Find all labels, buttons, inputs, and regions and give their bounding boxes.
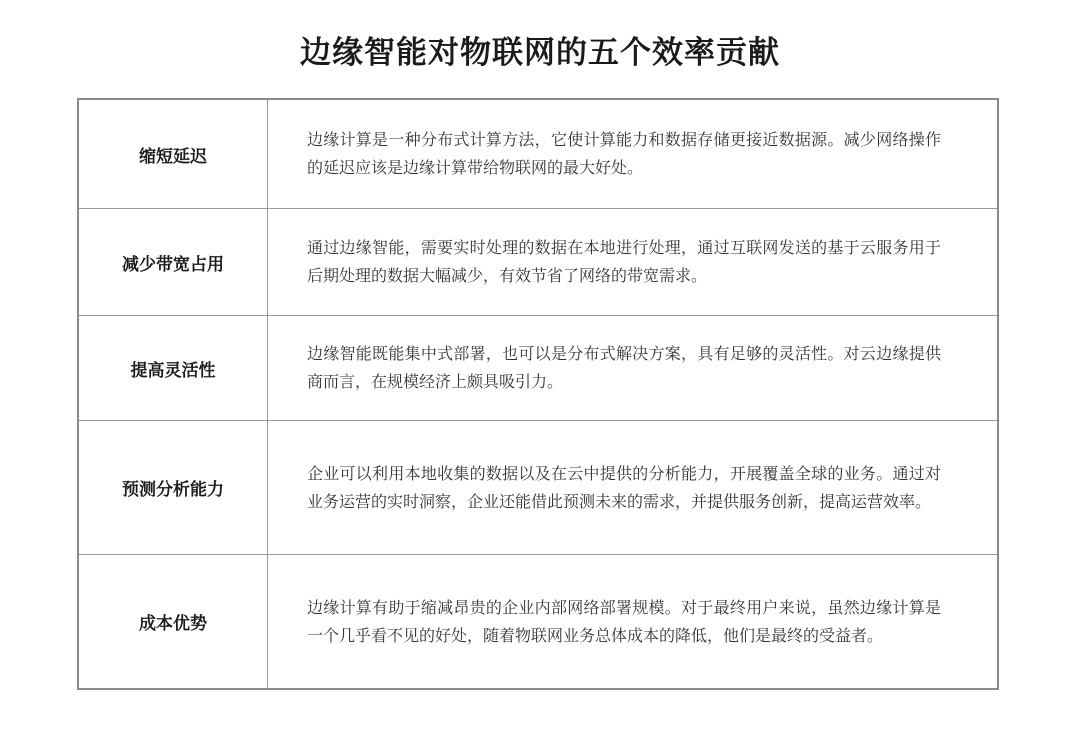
row-description: 边缘智能既能集中式部署，也可以是分布式解决方案，具有足够的灵活性。对云边缘提供商而言，在规模经济上颇具吸引力。	[307, 344, 941, 391]
row-description: 边缘计算是一种分布式计算方法，它使计算能力和数据存储更接近数据源。减少网络操作的延迟应该是边缘计算带给物联网的最大好处。	[307, 130, 941, 177]
row-description: 边缘计算有助于缩减昂贵的企业内部网络部署规模。对于最终用户来说，虽然边缘计算是一个几乎看不见的好处，随着物联网业务总体成本的降低，他们是最终的受益者。	[307, 597, 941, 645]
row-label: 成本优势	[79, 555, 268, 688]
table-row-bandwidth	[79, 208, 997, 315]
table-row-predictive-analytics	[79, 420, 997, 554]
table-row-flexibility	[79, 315, 997, 420]
row-description: 通过边缘智能，需要实时处理的数据在本地进行处理，通过互联网发送的基于云服务用于后期处理的数据大幅减少，有效节省了网络的带宽需求。	[307, 238, 941, 285]
row-description: 企业可以利用本地收集的数据以及在云中提供的分析能力，开展覆盖全球的业务。通过对业务运营的实时洞察，企业还能借此预测未来的需求，并提供服务创新，提高运营效率。	[307, 463, 941, 511]
page-title: 边缘智能对物联网的五个效率贡献	[300, 35, 780, 71]
row-label: 提高灵活性	[79, 316, 268, 420]
efficiency-table	[77, 98, 999, 690]
row-label: 缩短延迟	[79, 100, 268, 208]
table-row-cost-advantage	[79, 554, 997, 688]
table-row-latency	[79, 100, 997, 208]
row-label: 预测分析能力	[79, 421, 268, 554]
row-label: 减少带宽占用	[79, 209, 268, 315]
